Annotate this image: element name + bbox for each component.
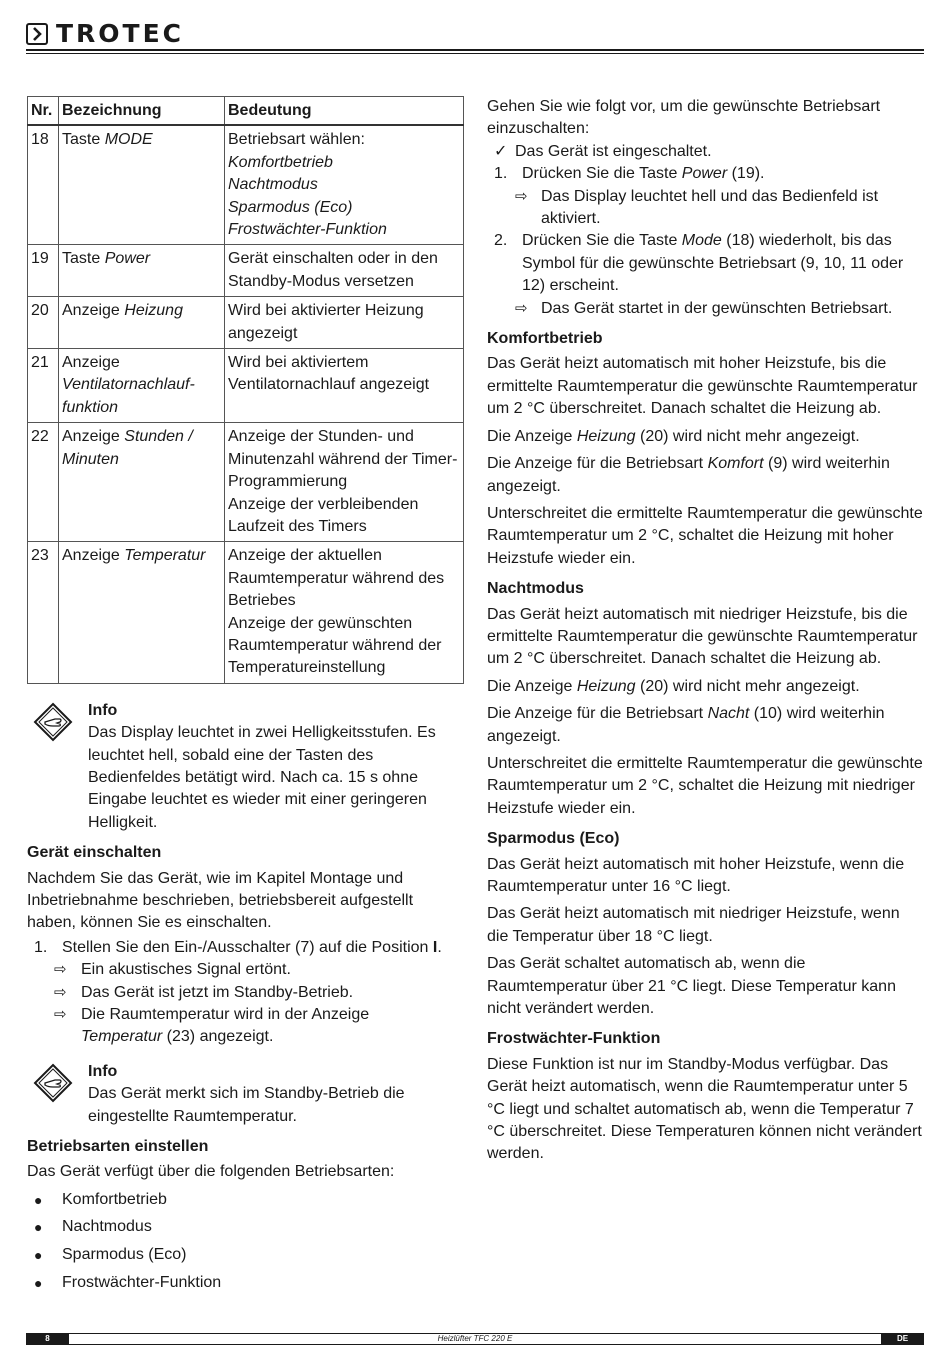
arrow-right-icon: ⇨	[515, 299, 528, 317]
procedure-steps	[487, 163, 925, 185]
list-item	[27, 1216, 464, 1238]
cell-line	[228, 248, 461, 270]
procedure-steps	[487, 230, 925, 297]
cell-line	[228, 590, 461, 612]
text-emphasis: Nacht	[707, 705, 750, 723]
section-heading-switch-on: Gerät einschalten	[27, 844, 162, 862]
result-text: Das Gerät ist jetzt im Standby-Betrieb.	[81, 983, 354, 1001]
position-label: I	[432, 938, 438, 956]
cell-line	[228, 152, 461, 174]
cell-line	[228, 449, 461, 471]
paragraph: Das Gerät heizt automatisch mit hoher Heizstufe, wenn die Raumtemperatur unter 16 °C liegt.	[487, 855, 905, 895]
table-row	[28, 245, 464, 297]
result-text: Das Display leuchtet hell und das Bedienfeld ist aktiviert.	[541, 187, 879, 228]
cell-text: Wird bei aktiviertem	[228, 354, 369, 372]
list-item-text: Nachtmodus	[62, 1218, 152, 1236]
cell-line	[228, 219, 461, 241]
section-heading-nacht: Nachtmodus	[487, 580, 584, 598]
cell-text-emphasis: Stunden /	[124, 428, 193, 446]
cell-line	[228, 352, 461, 374]
table-header-row	[28, 97, 464, 126]
paragraph	[487, 426, 925, 448]
table-row	[28, 423, 464, 542]
cell-nr: 19	[28, 245, 59, 297]
cell-nr: 22	[28, 423, 59, 542]
text-span: Die Anzeige für die Betriebsart	[487, 705, 708, 723]
result-item	[487, 186, 925, 231]
checkmark-icon: ✓	[494, 142, 508, 160]
step-emphasis: Power	[681, 165, 728, 183]
table-row	[28, 125, 464, 245]
right-column	[487, 96, 925, 1171]
paragraph: Das Gerät heizt automatisch mit niedriger Heizstufe, bis die ermittelte Raumtemperatur die gewünschte Raumtemperatur um 2 °C überschreitet. Danach schaltet die Heizung ab.	[487, 605, 918, 668]
paragraph	[487, 453, 925, 498]
cell-line	[228, 545, 461, 567]
cell-bedeutung	[225, 349, 464, 423]
cell-bedeutung	[225, 423, 464, 542]
paragraph: Unterschreitet die ermittelte Raumtemperatur die gewünschte Raumtemperatur um 2 °C, schaltet die Heizung mit hoher Heizstufe wieder ein.	[487, 504, 923, 567]
info-text: Das Gerät merkt sich im Standby-Betrieb die eingestellte Raumtemperatur.	[88, 1085, 405, 1125]
cell-line	[228, 323, 461, 345]
legend-table	[27, 96, 464, 684]
cell-text: Betriebes	[228, 592, 296, 610]
info-title: Info	[88, 701, 118, 719]
cell-line	[228, 374, 461, 396]
result-text: Ein akustisches Signal ertönt.	[81, 961, 291, 979]
info-hand-icon	[33, 1063, 73, 1103]
footer-document-title: Heizlüfter TFC 220 E	[437, 1334, 513, 1343]
info-hand-icon	[33, 702, 73, 742]
info-box-display	[27, 700, 464, 834]
cell-text: Ventilatornachlauf angezeigt	[228, 376, 430, 394]
step-number: 1.	[34, 938, 48, 956]
text-span: Die Anzeige	[487, 427, 577, 445]
cell-bezeichnung	[59, 423, 225, 542]
brand-name: TROTEC	[56, 19, 185, 48]
cell-bedeutung	[225, 297, 464, 349]
cell-text-emphasis: MODE	[104, 131, 153, 149]
cell-text: Anzeige der gewünschten	[228, 614, 413, 632]
cell-text-emphasis: funktion	[62, 398, 119, 416]
step-text-end: (19).	[727, 165, 765, 183]
cell-line	[228, 516, 461, 538]
cell-text-emphasis: Komfortbetrieb	[228, 153, 333, 171]
cell-text: Anzeige der verbleibenden	[228, 495, 419, 513]
paragraph: Das Gerät heizt automatisch mit niedriger Heizstufe, wenn die Temperatur über 18 °C liegt.	[487, 905, 900, 945]
precondition-item	[487, 141, 925, 163]
table-row	[28, 297, 464, 349]
page-footer	[26, 1333, 924, 1345]
modes-intro: Das Gerät verfügt über die folgenden Betriebsarten:	[27, 1163, 395, 1181]
cell-text: Programmierung	[228, 473, 348, 491]
procedure-intro: Gehen Sie wie folgt vor, um die gewünschte Betriebsart einzuschalten:	[487, 98, 881, 138]
brand-logo	[26, 20, 184, 48]
text-span: Die Anzeige	[487, 677, 577, 695]
step-item	[487, 230, 925, 297]
language-code: DE	[881, 1333, 924, 1345]
cell-text: Anzeige der Stunden- und	[228, 428, 414, 446]
cell-text: Anzeige	[62, 354, 120, 372]
cell-nr: 23	[28, 542, 59, 683]
arrow-right-icon: ⇨	[54, 983, 67, 1001]
cell-line	[228, 568, 461, 590]
list-item-text: Komfortbetrieb	[62, 1190, 167, 1208]
arrow-right-icon: ⇨	[54, 961, 67, 979]
result-item	[27, 982, 464, 1004]
cell-text-emphasis: Power	[104, 250, 151, 268]
paragraph: Das Gerät heizt automatisch mit hoher Heizstufe, bis die ermittelte Raumtemperatur die gewünschte Raumtemperatur um 2 °C überschreitet. Danach schaltet die Heizung ab.	[487, 355, 918, 418]
info-title: Info	[88, 1062, 118, 1080]
page-header	[26, 20, 924, 56]
cell-text: Raumtemperatur während des	[228, 569, 445, 587]
step-emphasis: Mode	[681, 232, 722, 250]
paragraph	[487, 703, 925, 748]
cell-bezeichnung	[59, 125, 225, 245]
cell-text: Standby-Modus versetzen	[228, 272, 414, 290]
result-text: Das Gerät startet in der gewünschten Betriebsart.	[541, 299, 893, 317]
section-heading-frost: Frostwächter-Funktion	[487, 1030, 661, 1048]
cell-bezeichnung	[59, 297, 225, 349]
modes-list	[27, 1189, 464, 1294]
cell-text: Raumtemperatur während der	[228, 636, 442, 654]
cell-text-emphasis: Frostwächter-Funktion	[228, 221, 387, 239]
cell-text-emphasis: Temperatur	[124, 547, 206, 565]
section-heading-komfort: Komfortbetrieb	[487, 330, 603, 348]
paragraph: Diese Funktion ist nur im Standby-Modus verfügbar. Das Gerät heizt automatisch, wenn die Raumtemperatur unter 5 °C liegt und schaltet automatisch ab, wenn die Temperatur 7 °C überschreitet. Diese Temperaturen können nicht verändert werden.	[487, 1055, 922, 1163]
list-item	[27, 1272, 464, 1294]
bullet-icon: ●	[34, 1219, 43, 1236]
text-span: (9) wird weiterhin angezeigt.	[487, 455, 890, 495]
cell-text: Gerät einschalten oder in den	[228, 250, 438, 268]
header-rule-thin	[26, 53, 924, 54]
cell-text: Anzeige	[62, 547, 125, 565]
header-bedeutung: Bedeutung	[225, 97, 464, 126]
cell-text-emphasis: Ventilatornachlauf-	[62, 376, 195, 394]
precondition-text: Das Gerät ist eingeschaltet.	[515, 142, 712, 160]
cell-line	[228, 197, 461, 219]
cell-nr: 20	[28, 297, 59, 349]
header-rule	[26, 49, 924, 51]
cell-line	[228, 129, 461, 151]
text-emphasis: Heizung	[576, 677, 636, 695]
cell-text-emphasis: Sparmodus (Eco)	[228, 198, 353, 216]
bullet-icon: ●	[34, 1247, 43, 1264]
cell-text: angezeigt	[228, 324, 298, 342]
cell-bedeutung	[225, 245, 464, 297]
cell-nr: 18	[28, 125, 59, 245]
table-row	[28, 542, 464, 683]
text-span: Die Anzeige für die Betriebsart	[487, 455, 708, 473]
cell-line	[228, 300, 461, 322]
cell-line	[228, 271, 461, 293]
paragraph	[487, 676, 925, 698]
cell-text: Wird bei aktivierter Heizung	[228, 302, 424, 320]
header-nr: Nr.	[28, 97, 59, 126]
cell-line	[228, 613, 461, 635]
info-box-standby	[27, 1061, 464, 1128]
step-text-end: (18) wiederholt, bis das Symbol für die gewünschte Betriebsart (9, 10, 11 oder 12) erscheint.	[522, 232, 904, 295]
result-item	[487, 298, 925, 320]
step-number: 2.	[494, 232, 508, 250]
left-column	[27, 96, 464, 1299]
step-item	[27, 937, 464, 959]
cell-text: Temperatureinstellung	[228, 659, 386, 677]
cell-line	[228, 494, 461, 516]
step-text: Stellen Sie den Ein-/Ausschalter (7) auf die Position	[62, 938, 433, 956]
bullet-icon: ●	[34, 1191, 43, 1208]
text-emphasis: Komfort	[707, 455, 764, 473]
text-emphasis: Heizung	[576, 427, 636, 445]
cell-text: Taste	[62, 131, 105, 149]
cell-line	[228, 174, 461, 196]
cell-line	[228, 657, 461, 679]
cell-text: Anzeige	[62, 428, 125, 446]
cell-text: Betriebsart wählen:	[228, 131, 365, 149]
cell-text-emphasis: Heizung	[124, 302, 183, 320]
text-span: (20) wird nicht mehr angezeigt.	[635, 677, 860, 695]
info-text: Das Display leuchtet in zwei Helligkeitsstufen. Es leuchtet hell, sobald eine der Tasten des Bedienfeldes betätigt wird. Nach ca. 15 s ohne Eingabe leuchtet es wieder mit einer geringeren Helligkeit.	[88, 724, 436, 831]
section-heading-eco: Sparmodus (Eco)	[487, 830, 620, 848]
list-item-text: Sparmodus (Eco)	[62, 1246, 187, 1264]
cell-line	[228, 471, 461, 493]
chevron-right-icon	[26, 23, 48, 45]
step-text: Drücken Sie die Taste	[522, 232, 682, 250]
section-heading-modes: Betriebsarten einstellen	[27, 1138, 209, 1156]
cell-bedeutung	[225, 542, 464, 683]
paragraph: Unterschreitet die ermittelte Raumtemperatur die gewünschte Raumtemperatur um 2 °C, schaltet die Heizung mit niedriger Heizstufe wieder ein.	[487, 754, 923, 817]
result-text: Die Raumtemperatur wird in der Anzeige	[81, 1006, 370, 1024]
text-span: (20) wird nicht mehr angezeigt.	[635, 427, 860, 445]
cell-text: Minutenzahl während der Timer-	[228, 450, 458, 468]
cell-bedeutung	[225, 125, 464, 245]
cell-line	[228, 635, 461, 657]
step-item	[487, 163, 925, 185]
result-item	[27, 959, 464, 981]
text-span: (10) wird weiterhin angezeigt.	[487, 705, 885, 745]
step-number: 1.	[494, 165, 508, 183]
cell-nr: 21	[28, 349, 59, 423]
switch-on-steps	[27, 937, 464, 959]
cell-text: Laufzeit des Timers	[228, 517, 367, 535]
cell-text: Anzeige der aktuellen	[228, 547, 382, 565]
result-emphasis: Temperatur	[81, 1028, 163, 1046]
step-text-end: .	[437, 938, 442, 956]
cell-bezeichnung	[59, 245, 225, 297]
arrow-right-icon: ⇨	[515, 187, 528, 205]
paragraph: Das Gerät schaltet automatisch ab, wenn die Raumtemperatur über 21 °C liegt. Diese Temperatur kann nicht verändert werden.	[487, 955, 896, 1018]
list-item	[27, 1189, 464, 1211]
cell-text: Anzeige	[62, 302, 125, 320]
cell-bezeichnung	[59, 542, 225, 683]
header-bezeichnung: Bezeichnung	[59, 97, 225, 126]
table-body	[28, 125, 464, 683]
cell-text-emphasis: Nachtmodus	[228, 176, 318, 194]
list-item	[27, 1244, 464, 1266]
arrow-right-icon: ⇨	[54, 1006, 67, 1024]
step-text: Drücken Sie die Taste	[522, 165, 682, 183]
cell-text: Taste	[62, 250, 105, 268]
table-row	[28, 349, 464, 423]
page-number: 8	[26, 1333, 69, 1345]
bullet-icon: ●	[34, 1274, 43, 1291]
cell-bezeichnung	[59, 349, 225, 423]
cell-line	[228, 426, 461, 448]
result-text-end: (23) angezeigt.	[162, 1028, 274, 1046]
switch-on-intro: Nachdem Sie das Gerät, wie im Kapitel Montage und Inbetriebnahme beschrieben, betriebsbereit aufgestellt haben, können Sie es einschalten.	[27, 869, 414, 932]
result-item	[27, 1004, 464, 1049]
list-item-text: Frostwächter-Funktion	[62, 1273, 222, 1291]
cell-text-emphasis: Minuten	[62, 450, 119, 468]
